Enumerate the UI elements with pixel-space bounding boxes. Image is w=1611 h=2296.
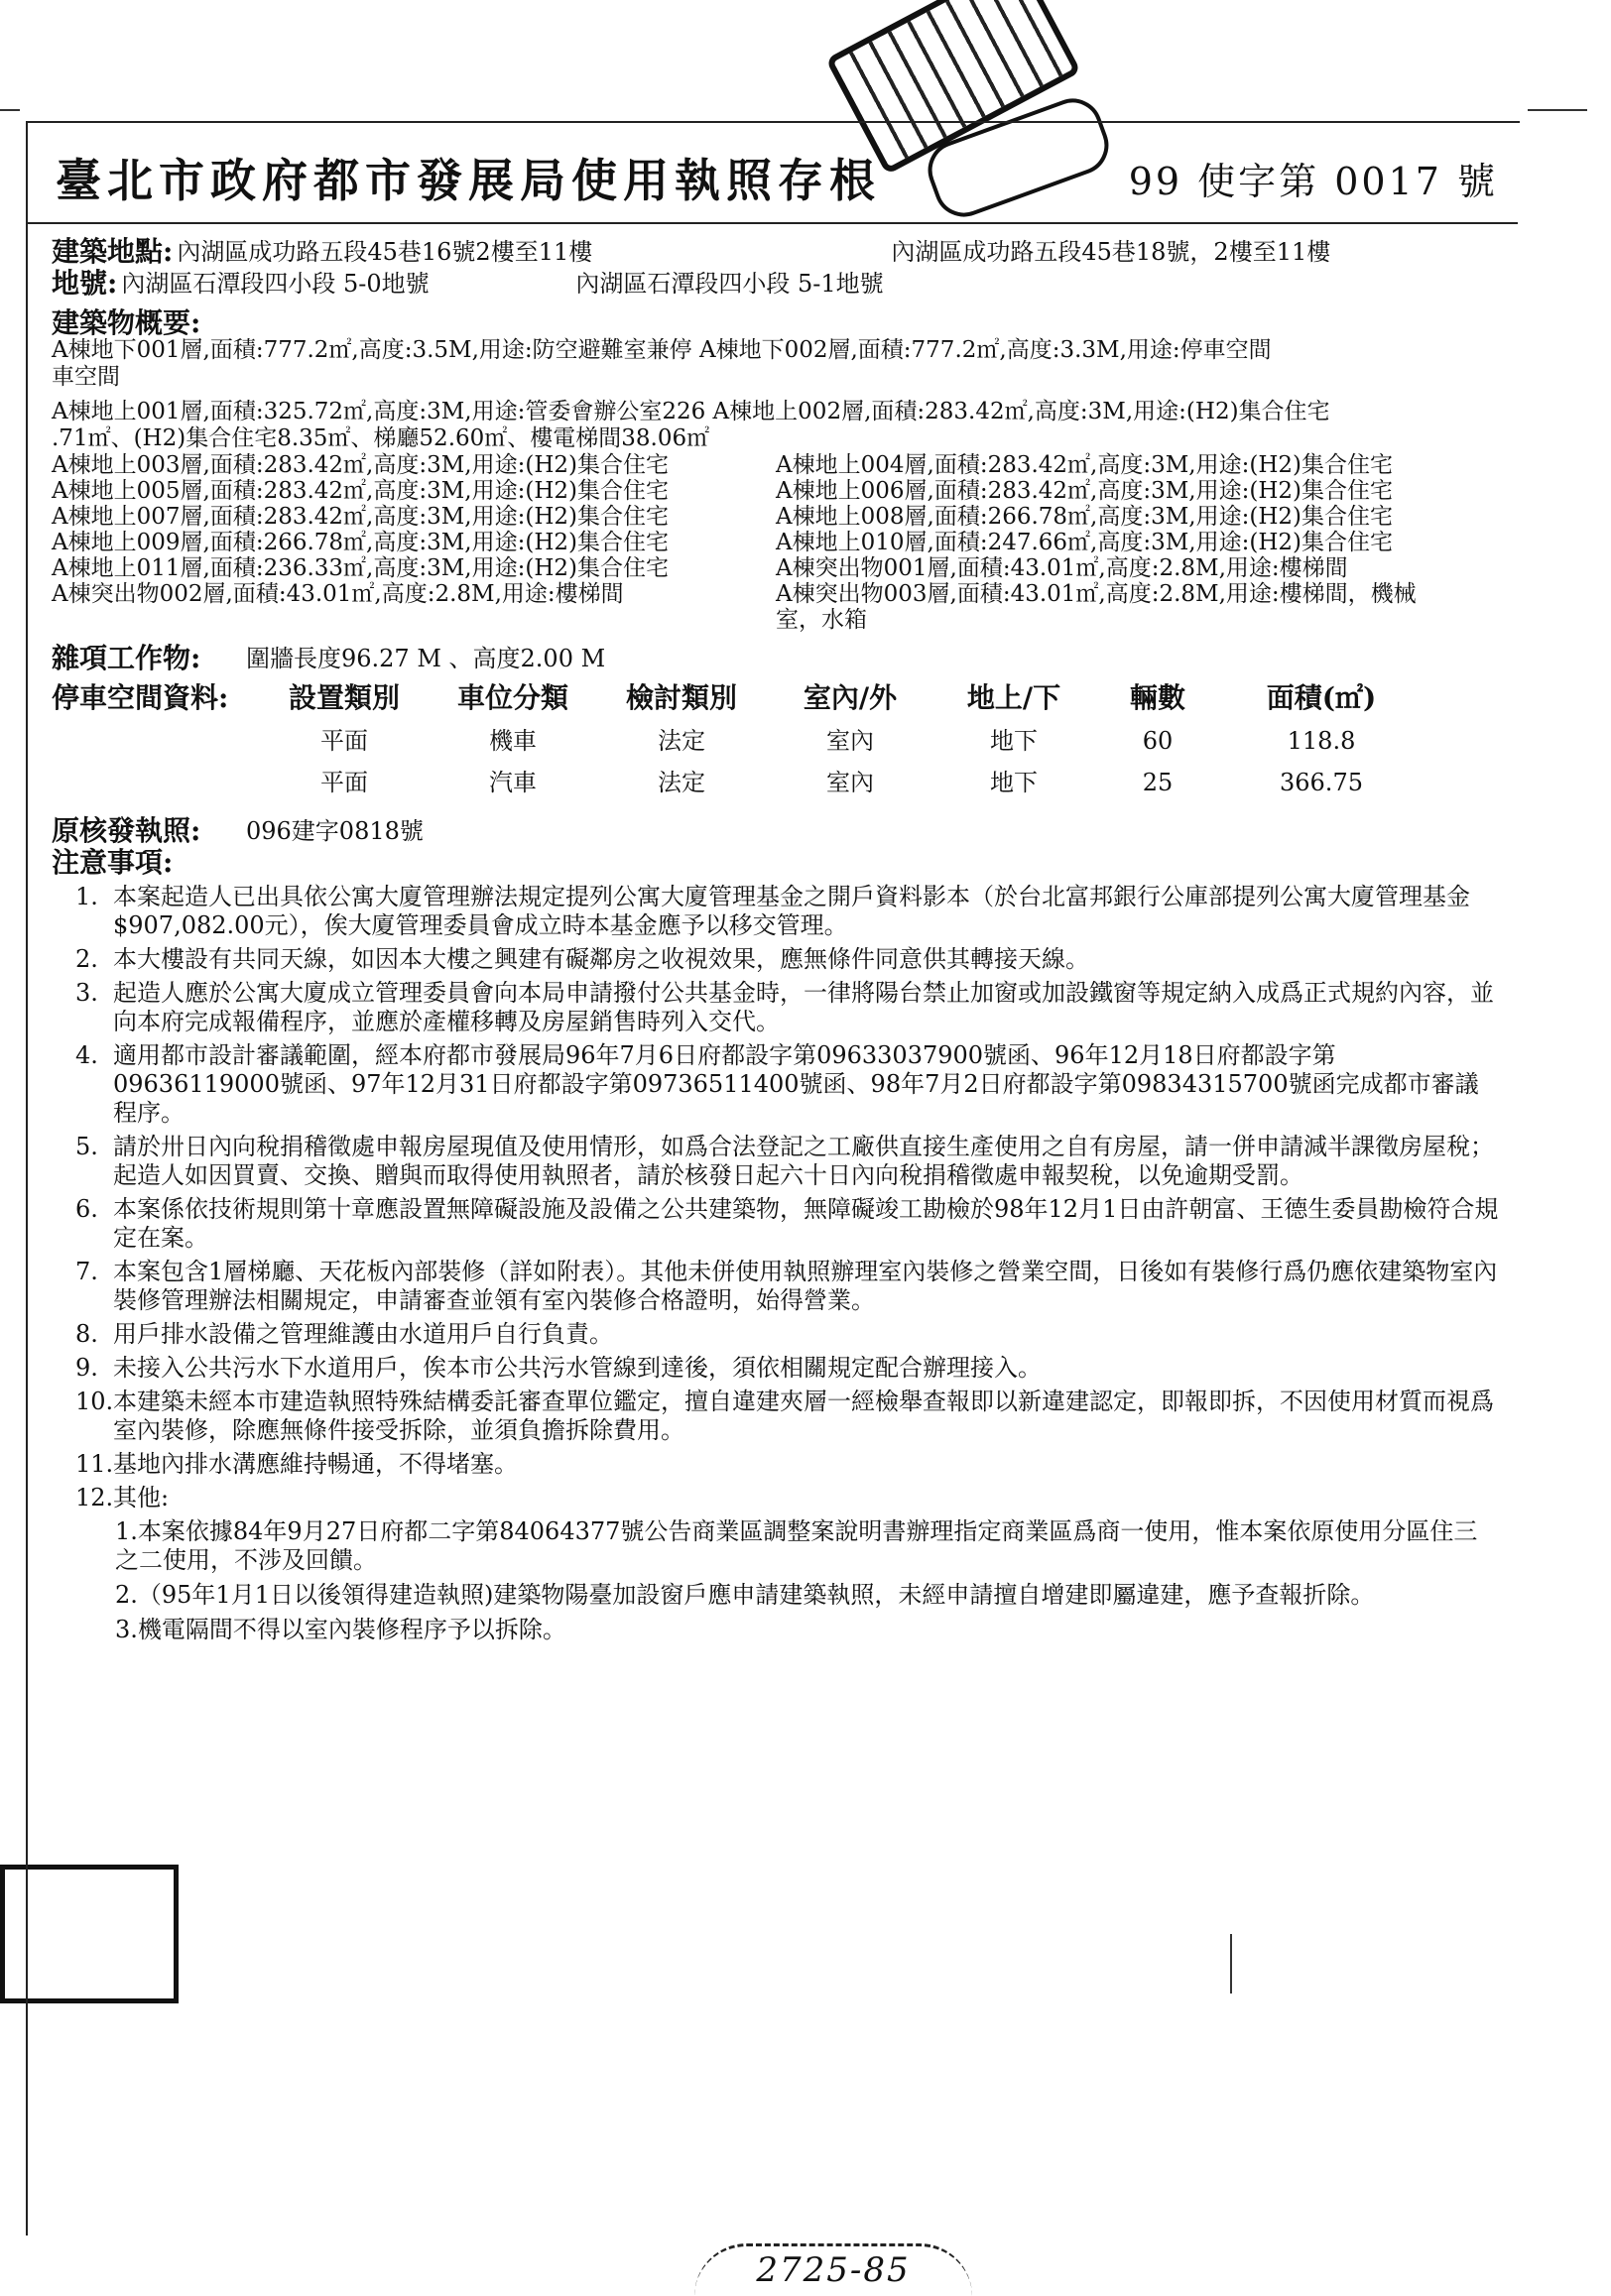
table-cell: 366.75: [1280, 769, 1363, 796]
lot-2: 內湖區石潭段四小段 5-1地號: [575, 270, 884, 298]
note-text: 用戶排水設備之管理維護由水道用戶自行負責。: [113, 1320, 613, 1348]
list-item: [75, 1195, 1500, 1253]
note-text: 適用都市設計審議範圍，經本府都市發展局96年7月6日府都設字第09633037900號函、96年12月18日府都設字第09636119000號函、97年12月31日府都設字第09736511400號函、98年7月2日府都設字第09834315700號函完成都市審議程序。: [113, 1041, 1479, 1127]
note-number: 5.: [75, 1133, 98, 1160]
notes-list: [52, 883, 1500, 1644]
ground-floor-line: .71㎡、(H2)集合住宅8.35㎡、梯廳52.60㎡、樓電梯間38.06㎡: [52, 425, 710, 451]
floor-item: [52, 607, 776, 633]
floor-item: A棟突出物002層,面積:43.01㎡,高度:2.8M,用途:樓梯間: [52, 581, 624, 607]
list-item: [75, 979, 1500, 1036]
floor-item: A棟地上008層,面積:266.78㎡,高度:3M,用途:(H2)集合住宅: [776, 504, 1393, 530]
column-header: 設置類別: [288, 681, 400, 714]
floor-item: A棟地上009層,面積:266.78㎡,高度:3M,用途:(H2)集合住宅: [52, 530, 669, 555]
floor-list: [52, 452, 1500, 633]
column-header: 地上/下: [966, 681, 1061, 714]
scan-mark: [1528, 109, 1587, 111]
note-number: 3.: [75, 979, 98, 1007]
list-item: [75, 1450, 1500, 1479]
basement-line: A棟地下001層,面積:777.2㎡,高度:3.5M,用途:防空避難室兼停 A棟地下002層,面積:777.2㎡,高度:3.3M,用途:停車空間: [52, 337, 1272, 363]
parking-header-row: [52, 676, 1500, 720]
document-title: 臺北市政府都市發展局使用執照存根: [56, 154, 881, 207]
note-number: 10.: [75, 1388, 114, 1415]
site-address-2: 內湖區成功路五段45巷18號，2樓至11樓: [891, 238, 1331, 266]
table-cell: 室內: [826, 727, 874, 755]
site-address-1: 內湖區成功路五段45巷16號2樓至11樓: [177, 238, 593, 266]
sub-item: 3.機電隔間不得以室內裝修程序予以拆除。: [115, 1616, 566, 1643]
note-number: 12.: [75, 1484, 114, 1511]
note-text: 本大樓設有共同天線，如因本大樓之興建有礙鄰房之收視效果，應無條件同意供其轉接天線。: [113, 945, 1089, 973]
table-cell: 60: [1142, 727, 1174, 755]
list-item: [75, 1258, 1500, 1315]
scan-mark: [0, 109, 20, 111]
column-header: 輛數: [1129, 681, 1185, 714]
table-cell: 平面: [320, 727, 368, 755]
list-item: [75, 1320, 1500, 1349]
document-body: [52, 235, 1500, 1650]
list-item: [75, 945, 1500, 974]
permit-number: 99 使字第 0017 號: [1128, 160, 1498, 203]
list-item: [75, 1133, 1500, 1190]
column-header: 車位分類: [456, 681, 568, 714]
document-serial-number: 2725-85: [694, 2243, 972, 2296]
building-summary-label: 建築物概要:: [52, 306, 201, 339]
ground-floor-line: A棟地上001層,面積:325.72㎡,高度:3M,用途:管委會辦公室226 A棟地上002層,面積:283.42㎡,高度:3M,用途:(H2)集合住宅: [52, 399, 1330, 424]
note-text: 其他:: [113, 1484, 170, 1511]
table-cell: 地下: [990, 769, 1038, 796]
floor-item: 室，水箱: [776, 607, 867, 633]
table-cell: 室內: [826, 769, 874, 796]
list-item: [75, 1354, 1500, 1383]
list-item: [75, 1388, 1500, 1445]
table-cell: 25: [1142, 769, 1174, 796]
note-number: 8.: [75, 1320, 98, 1348]
parking-table: [52, 676, 1500, 803]
table-cell: 法定: [658, 727, 705, 755]
note-text: 本案起造人已出具依公寓大廈管理辦法規定提列公寓大廈管理基金之開戶資料影本（於台北富邦銀行公庫部提列公寓大廈管理基金$907,082.00元），俟大廈管理委員會成立時本基金應予以移交管理。: [113, 883, 1470, 939]
list-item: [75, 883, 1500, 940]
misc-work-value: 圍牆長度96.27 M 、高度2.00 M: [246, 645, 606, 672]
table-row: [52, 720, 1500, 762]
note-text: 未接入公共污水下水道用戶，俟本市公共污水管線到達後，須依相關規定配合辦理接入。: [113, 1354, 1042, 1382]
floor-item: A棟突出物001層,面積:43.01㎡,高度:2.8M,用途:樓梯間: [776, 555, 1348, 581]
table-cell: 118.8: [1287, 727, 1356, 755]
lot-label: 地號:: [52, 267, 118, 300]
floor-item: A棟地上007層,面積:283.42㎡,高度:3M,用途:(H2)集合住宅: [52, 504, 669, 530]
table-cell: 汽車: [489, 769, 537, 796]
misc-work-row: [52, 642, 1500, 674]
column-header: 檢討類別: [625, 681, 737, 714]
table-cell: 平面: [320, 769, 368, 796]
misc-work-label: 雜項工作物:: [52, 642, 201, 674]
lot-row: [52, 267, 1500, 300]
note-number: 6.: [75, 1195, 98, 1223]
floor-item: A棟地上011層,面積:236.33㎡,高度:3M,用途:(H2)集合住宅: [52, 555, 669, 581]
note-number: 7.: [75, 1258, 98, 1285]
notes-label: 注意事項:: [52, 846, 174, 879]
note-text: 請於卅日內向稅捐稽徵處申報房屋現值及使用情形，如爲合法登記之工廠供直接生產使用之自有房屋，請一併申請減半課徵房屋稅；起造人如因買賣、交換、贈與而取得使用執照者，請於核發日起六十日內向稅捐稽徵處申報契稅，以免逾期受罰。: [113, 1133, 1494, 1189]
floor-item: A棟地上010層,面積:247.66㎡,高度:3M,用途:(H2)集合住宅: [776, 530, 1393, 555]
note-text: 本建築未經本市建造執照特殊結構委託審查單位鑑定，擅自違建夾層一經檢舉查報即以新違建認定，即報即拆，不因使用材質而視爲室內裝修，除應無條件接受拆除，並須負擔拆除費用。: [113, 1388, 1494, 1444]
table-cell: 機車: [489, 727, 537, 755]
note-number: 4.: [75, 1041, 98, 1069]
site-address-row: [52, 235, 1500, 268]
note-number: 1.: [75, 883, 98, 910]
original-permit-value: 096建字0818號: [246, 817, 424, 845]
floor-item: A棟地上004層,面積:283.42㎡,高度:3M,用途:(H2)集合住宅: [776, 452, 1393, 478]
site-address-label: 建築地點:: [52, 235, 174, 268]
note-text: 本案包含1層梯廳、天花板內部裝修（詳如附表）。其他未併使用執照辦理室內裝修之營業空間，日後如有裝修行爲仍應依建築物室內裝修管理辦法相關規定，申請審查並領有室內裝修合格證明，始得營業。: [113, 1258, 1498, 1314]
table-cell: 地下: [990, 727, 1038, 755]
sub-item: 1.本案依據84年9月27日府都二字第84064377號公告商業區調整案說明書辦理指定商業區爲商一使用，惟本案依原使用分區住三之二使用，不涉及回饋。: [115, 1517, 1478, 1574]
note-text: 起造人應於公寓大廈成立管理委員會向本局申請撥付公共基金時，一律將陽台禁止加窗或加設鐵窗等規定納入成爲正式規約內容，並向本府完成報備程序，並應於產權移轉及房屋銷售時列入交代。: [113, 979, 1494, 1035]
sub-item: 2.（95年1月1日以後領得建造執照)建築物陽臺加設窗戶應申請建築執照，未經申請擅自增建即屬違建，應予查報折除。: [115, 1581, 1375, 1609]
list-item: [75, 1041, 1500, 1128]
note-number: 9.: [75, 1354, 98, 1382]
original-permit-label: 原核發執照:: [52, 814, 201, 847]
parking-label: 停車空間資料:: [52, 681, 229, 714]
note-text: 本案係依技術規則第十章應設置無障礙設施及設備之公共建築物，無障礙竣工勘檢於98年12月1日由許朝富、王德生委員勘檢符合規定在案。: [113, 1195, 1499, 1252]
lot-1: 內湖區石潭段四小段 5-0地號: [121, 270, 430, 298]
document-header: [26, 123, 1518, 224]
table-cell: 法定: [658, 769, 705, 796]
original-permit-row: [52, 814, 1500, 847]
basement-line: 車空間: [52, 364, 120, 390]
floor-item: A棟地上003層,面積:283.42㎡,高度:3M,用途:(H2)集合住宅: [52, 452, 669, 478]
floor-item: A棟地上005層,面積:283.42㎡,高度:3M,用途:(H2)集合住宅: [52, 478, 669, 504]
note-number: 2.: [75, 945, 98, 973]
column-header: 面積(㎡): [1266, 681, 1377, 714]
note-text: 基地內排水溝應維持暢通，不得堵塞。: [113, 1450, 518, 1478]
column-header: 室內/外: [803, 681, 898, 714]
list-item: [75, 1484, 1500, 1512]
floor-item: A棟突出物003層,面積:43.01㎡,高度:2.8M,用途:樓梯間，機械: [776, 581, 1417, 607]
floor-item: A棟地上006層,面積:283.42㎡,高度:3M,用途:(H2)集合住宅: [776, 478, 1393, 504]
note-number: 11.: [75, 1450, 114, 1478]
table-row: [52, 762, 1500, 803]
